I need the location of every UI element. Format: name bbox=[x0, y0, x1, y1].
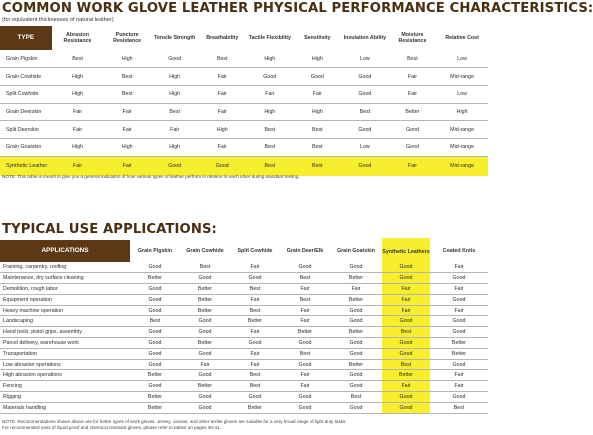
rating-cell: High bbox=[436, 103, 488, 121]
rating-cell: Fair bbox=[382, 284, 430, 295]
rating-cell: High bbox=[103, 138, 151, 156]
row-label: Synthetic Leather bbox=[0, 156, 52, 176]
rating-cell: High bbox=[52, 85, 104, 103]
rating-cell: Fair bbox=[382, 305, 430, 316]
column-header: Moisture Resistance bbox=[398, 31, 427, 44]
rating-cell: Good bbox=[382, 262, 430, 273]
table-row bbox=[0, 262, 488, 273]
rating-cell: Best bbox=[180, 262, 230, 273]
rating-cell: Good bbox=[382, 392, 430, 403]
table2-note-line2: For recommended uses of liquid proof and chemical resistant gloves, please refer to tables on pages 40-41. bbox=[2, 425, 221, 430]
column-header: Grain Goatskin bbox=[337, 247, 375, 254]
rating-cell: Good bbox=[341, 85, 389, 103]
rating-cell: Fair bbox=[382, 294, 430, 305]
rating-cell: Good bbox=[330, 348, 382, 359]
rating-cell: Best bbox=[294, 138, 342, 156]
rating-cell: Best bbox=[294, 121, 342, 139]
rating-cell: Fair bbox=[246, 85, 294, 103]
rating-cell: Best bbox=[294, 156, 342, 176]
rating-cell: Better bbox=[330, 359, 382, 370]
rating-cell: Good bbox=[341, 121, 389, 139]
row-label: Materials handling bbox=[0, 402, 130, 413]
rating-cell: Better bbox=[130, 370, 180, 381]
rating-cell: Better bbox=[382, 370, 430, 381]
applications-header-row bbox=[0, 240, 488, 262]
column-header: Synthetic Leathers bbox=[382, 240, 430, 262]
rating-cell: Better bbox=[230, 402, 280, 413]
rating-cell: Good bbox=[382, 273, 430, 284]
rating-cell: Good bbox=[230, 273, 280, 284]
rating-cell: Better bbox=[230, 316, 280, 327]
rating-cell: Good bbox=[280, 402, 330, 413]
rating-cell: High bbox=[52, 138, 104, 156]
row-label: Heavy machine operation bbox=[0, 305, 130, 316]
rating-cell: Good bbox=[389, 138, 437, 156]
rating-cell: Good bbox=[151, 50, 199, 68]
rating-cell: Fair bbox=[389, 68, 437, 86]
row-label: Demolition, rough labor bbox=[0, 284, 130, 295]
rating-cell: Good bbox=[198, 156, 246, 176]
table-row bbox=[0, 316, 488, 327]
rating-cell: Fair bbox=[103, 103, 151, 121]
column-header: Insulation Ability bbox=[343, 34, 387, 41]
table-row bbox=[0, 327, 488, 338]
table-row bbox=[0, 121, 488, 139]
table-row bbox=[0, 68, 488, 86]
rating-cell: Good bbox=[246, 68, 294, 86]
table-row bbox=[0, 284, 488, 295]
rating-cell: Fair bbox=[430, 370, 488, 381]
rating-cell: Best bbox=[230, 284, 280, 295]
column-header: Coated Knits bbox=[442, 247, 476, 254]
table1-subtitle: (for equivalent thicknesses of natural leather) bbox=[2, 17, 114, 23]
rating-cell: High bbox=[198, 121, 246, 139]
row-label: Low abrasion operations bbox=[0, 359, 130, 370]
row-label: High abrasion operations bbox=[0, 370, 130, 381]
rating-cell: High bbox=[294, 103, 342, 121]
rating-cell: Best bbox=[246, 138, 294, 156]
rating-cell: Good bbox=[130, 359, 180, 370]
column-header: Abrasion Resistance bbox=[63, 31, 92, 44]
rating-cell: Better bbox=[180, 284, 230, 295]
rating-cell: Best bbox=[382, 359, 430, 370]
rating-cell: Good bbox=[180, 316, 230, 327]
rating-cell: Good bbox=[330, 370, 382, 381]
column-header: Tactile Flexibility bbox=[248, 34, 291, 41]
table-row bbox=[0, 103, 488, 121]
rating-cell: Good bbox=[382, 402, 430, 413]
row-label: Grain Cowhide bbox=[0, 68, 52, 86]
column-header: Breathability bbox=[206, 34, 239, 41]
table1-note: NOTE: This table is meant to give you a general indication of how various types of leather perform in relation to each other during standard testing. bbox=[2, 174, 300, 179]
rating-cell: Good bbox=[330, 402, 382, 413]
rating-cell: Mid-range bbox=[436, 121, 488, 139]
performance-table bbox=[0, 26, 488, 176]
rating-cell: Fair bbox=[382, 381, 430, 392]
performance-header-row bbox=[0, 26, 488, 50]
table2-note-line1: NOTE: Recommendations shown above are for better types of work gloves. Jersey, canvas, and other textile gloves are suitable for a very broad range of light duty tasks. bbox=[2, 419, 347, 424]
rating-cell: Better bbox=[130, 402, 180, 413]
rating-cell: Fair bbox=[230, 294, 280, 305]
rating-cell: Good bbox=[330, 305, 382, 316]
rating-cell: Best bbox=[130, 316, 180, 327]
rating-cell: Fair bbox=[280, 316, 330, 327]
rating-cell: Mid-range bbox=[436, 68, 488, 86]
rating-cell: Better bbox=[180, 381, 230, 392]
rating-cell: High bbox=[103, 50, 151, 68]
rating-cell: Fair bbox=[430, 284, 488, 295]
rating-cell: Low bbox=[341, 138, 389, 156]
rating-cell: Good bbox=[294, 68, 342, 86]
rating-cell: Better bbox=[130, 273, 180, 284]
rating-cell: Good bbox=[280, 392, 330, 403]
table-row bbox=[0, 85, 488, 103]
type-header: TYPE bbox=[0, 26, 52, 50]
rating-cell: Best bbox=[341, 103, 389, 121]
table-row bbox=[0, 381, 488, 392]
column-header: Sensitivity bbox=[304, 34, 331, 41]
rating-cell: Good bbox=[430, 327, 488, 338]
table2-title: TYPICAL USE APPLICATIONS: bbox=[2, 222, 217, 237]
rating-cell: Best bbox=[198, 50, 246, 68]
rating-cell: Best bbox=[330, 392, 382, 403]
rating-cell: Good bbox=[230, 392, 280, 403]
rating-cell: Good bbox=[130, 381, 180, 392]
rating-cell: Good bbox=[280, 262, 330, 273]
rating-cell: Good bbox=[180, 392, 230, 403]
rating-cell: Fair bbox=[280, 381, 330, 392]
rating-cell: Fair bbox=[280, 370, 330, 381]
rating-cell: Best bbox=[52, 50, 104, 68]
rating-cell: Best bbox=[389, 50, 437, 68]
rating-cell: Fair bbox=[430, 381, 488, 392]
rating-cell: Fair bbox=[52, 156, 104, 176]
rating-cell: Good bbox=[130, 338, 180, 349]
rating-cell: Good bbox=[430, 392, 488, 403]
table-row bbox=[0, 50, 488, 68]
column-header: Split Cowhide bbox=[237, 247, 273, 254]
rating-cell: Good bbox=[382, 316, 430, 327]
rating-cell: Good bbox=[430, 359, 488, 370]
rating-cell: Good bbox=[280, 338, 330, 349]
rating-cell: Mid-range bbox=[436, 138, 488, 156]
rating-cell: Fair bbox=[389, 156, 437, 176]
table-row bbox=[0, 138, 488, 156]
rating-cell: Fair bbox=[280, 305, 330, 316]
rating-cell: Best bbox=[230, 381, 280, 392]
rating-cell: Good bbox=[130, 294, 180, 305]
rating-cell: Good bbox=[330, 338, 382, 349]
rating-cell: Better bbox=[180, 305, 230, 316]
rating-cell: Good bbox=[180, 402, 230, 413]
rating-cell: Best bbox=[246, 156, 294, 176]
rating-cell: Fair bbox=[198, 103, 246, 121]
rating-cell: High bbox=[294, 50, 342, 68]
rating-cell: Better bbox=[180, 294, 230, 305]
rating-cell: Good bbox=[130, 348, 180, 359]
rating-cell: Good bbox=[180, 273, 230, 284]
rating-cell: Best bbox=[103, 85, 151, 103]
rating-cell: Better bbox=[430, 348, 488, 359]
rating-cell: Good bbox=[430, 316, 488, 327]
rating-cell: High bbox=[246, 50, 294, 68]
applications-table bbox=[0, 238, 488, 414]
table-row bbox=[0, 370, 488, 381]
rating-cell: Good bbox=[280, 359, 330, 370]
rating-cell: Fair bbox=[52, 103, 104, 121]
rating-cell: Fair bbox=[103, 156, 151, 176]
table1-title: COMMON WORK GLOVE LEATHER PHYSICAL PERFORMANCE CHARACTERISTICS: bbox=[2, 1, 593, 16]
rating-cell: High bbox=[52, 68, 104, 86]
row-label: Landscaping bbox=[0, 316, 130, 327]
rating-cell: Best bbox=[246, 121, 294, 139]
rating-cell: Mid-range bbox=[436, 156, 488, 176]
rating-cell: Fair bbox=[103, 121, 151, 139]
rating-cell: Fair bbox=[430, 305, 488, 316]
rating-cell: Good bbox=[130, 305, 180, 316]
row-label: Grain Pigskin bbox=[0, 50, 52, 68]
row-label: Framing, carpentry, roofing bbox=[0, 262, 130, 273]
rating-cell: Best bbox=[151, 103, 199, 121]
rating-cell: Better bbox=[180, 338, 230, 349]
rating-cell: Good bbox=[430, 294, 488, 305]
rating-cell: Fair bbox=[198, 68, 246, 86]
rating-cell: Best bbox=[382, 327, 430, 338]
rating-cell: Good bbox=[430, 273, 488, 284]
row-label: Grain Goatskin bbox=[0, 138, 52, 156]
row-label: Maintenance, dry surface cleaning bbox=[0, 273, 130, 284]
rating-cell: Fair bbox=[180, 359, 230, 370]
rating-cell: Best bbox=[280, 273, 330, 284]
rating-cell: Fair bbox=[230, 359, 280, 370]
rating-cell: Good bbox=[130, 327, 180, 338]
rating-cell: Good bbox=[382, 348, 430, 359]
rating-cell: Good bbox=[330, 262, 382, 273]
rating-cell: Fair bbox=[52, 121, 104, 139]
rating-cell: Good bbox=[151, 156, 199, 176]
rating-cell: Better bbox=[330, 327, 382, 338]
rating-cell: High bbox=[151, 85, 199, 103]
applications-header: APPLICATIONS bbox=[0, 240, 130, 262]
row-label: Rigging bbox=[0, 392, 130, 403]
rating-cell: Fair bbox=[294, 85, 342, 103]
rating-cell: Good bbox=[180, 348, 230, 359]
column-header: Tensile Strength bbox=[154, 34, 196, 41]
column-header: Relative Cost bbox=[445, 34, 479, 41]
rating-cell: Best bbox=[430, 402, 488, 413]
rating-cell: Better bbox=[389, 103, 437, 121]
row-label: Split Cowhide bbox=[0, 85, 52, 103]
table-row bbox=[0, 348, 488, 359]
rating-cell: Good bbox=[389, 121, 437, 139]
rating-cell: Good bbox=[230, 338, 280, 349]
row-label: Equipment operation bbox=[0, 294, 130, 305]
rating-cell: Low bbox=[341, 50, 389, 68]
rating-cell: Good bbox=[341, 68, 389, 86]
rating-cell: Fair bbox=[330, 284, 382, 295]
rating-cell: Good bbox=[130, 262, 180, 273]
table-row bbox=[0, 294, 488, 305]
row-label: Grain Deerskin bbox=[0, 103, 52, 121]
rating-cell: Good bbox=[382, 338, 430, 349]
rating-cell: Better bbox=[280, 327, 330, 338]
rating-cell: Better bbox=[330, 294, 382, 305]
rating-cell: Good bbox=[180, 370, 230, 381]
rating-cell: Fair bbox=[198, 85, 246, 103]
rating-cell: Low bbox=[436, 50, 488, 68]
column-header: Grain Pigskin bbox=[137, 247, 173, 254]
rating-cell: Fair bbox=[280, 284, 330, 295]
table-row bbox=[0, 273, 488, 284]
rating-cell: Good bbox=[130, 284, 180, 295]
rating-cell: High bbox=[246, 103, 294, 121]
rating-cell: Better bbox=[130, 392, 180, 403]
table-row bbox=[0, 359, 488, 370]
rating-cell: Fair bbox=[230, 262, 280, 273]
table-row bbox=[0, 392, 488, 403]
rating-cell: Low bbox=[436, 85, 488, 103]
rating-cell: Fair bbox=[151, 121, 199, 139]
table-row bbox=[0, 338, 488, 349]
row-label: Transportation bbox=[0, 348, 130, 359]
rating-cell: Best bbox=[280, 348, 330, 359]
rating-cell: Fair bbox=[198, 138, 246, 156]
rating-cell: Good bbox=[330, 316, 382, 327]
rating-cell: Good bbox=[330, 381, 382, 392]
rating-cell: Fair bbox=[389, 85, 437, 103]
row-label: Fencing bbox=[0, 381, 130, 392]
rating-cell: Fair bbox=[430, 262, 488, 273]
rating-cell: Better bbox=[330, 273, 382, 284]
rating-cell: Fair bbox=[230, 348, 280, 359]
column-header: Grain Deer/Elk bbox=[286, 247, 324, 254]
rating-cell: Best bbox=[230, 305, 280, 316]
column-header: Grain Cowhide bbox=[186, 247, 224, 254]
table-row bbox=[0, 402, 488, 413]
rating-cell: Better bbox=[430, 338, 488, 349]
table-row bbox=[0, 305, 488, 316]
table2-note bbox=[2, 419, 347, 431]
row-label: Parcel delivery, warehouse work bbox=[0, 338, 130, 349]
rating-cell: Best bbox=[280, 294, 330, 305]
row-label: Split Deerskin bbox=[0, 121, 52, 139]
rating-cell: Good bbox=[180, 327, 230, 338]
rating-cell: Best bbox=[103, 68, 151, 86]
rating-cell: Best bbox=[230, 370, 280, 381]
column-header: Puncture Resistance bbox=[113, 31, 142, 44]
rating-cell: High bbox=[151, 138, 199, 156]
rating-cell: Good bbox=[341, 156, 389, 176]
rating-cell: High bbox=[151, 68, 199, 86]
row-label: Hand tools, pistol grips, assembly bbox=[0, 327, 130, 338]
rating-cell: Fair bbox=[230, 327, 280, 338]
